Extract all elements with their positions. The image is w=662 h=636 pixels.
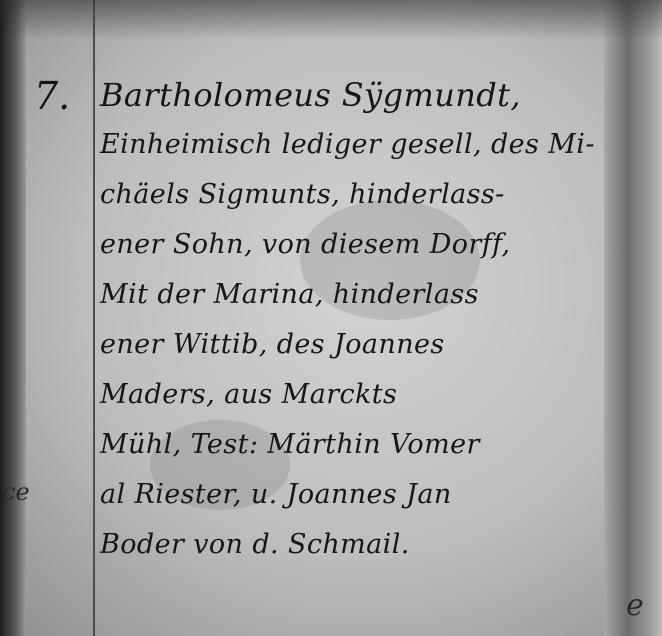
entry-line: ener Sohn, von diesem Dorff, — [100, 229, 511, 260]
entry-line: Mühl, Test: Märthin Vomer — [100, 429, 480, 460]
entry-line: al Riester, u. Joannes Jan — [100, 479, 452, 510]
entry-number: 7. — [34, 74, 71, 118]
right-edge-fragment: e — [626, 588, 644, 623]
entry-line: Bartholomeus Sÿgmundt, — [100, 76, 521, 114]
entry-line: Mit der Marina, hinderlass — [100, 279, 479, 310]
marriage-entry-text — [100, 70, 600, 570]
entry-line: ener Wittib, des Joannes — [100, 329, 445, 360]
adjacent-page-edge-right — [604, 0, 662, 636]
margin-rule-line — [93, 0, 95, 636]
entry-line: Maders, aus Marckts — [100, 379, 398, 410]
entry-line: Einheimisch lediger gesell, des Mi- — [100, 129, 595, 160]
left-edge-fragment: ce — [2, 478, 30, 506]
entry-line: chäels Sigmunts, hinderlass- — [100, 179, 505, 210]
adjacent-page-edge-left — [0, 0, 26, 636]
entry-line: Boder von d. Schmail. — [100, 529, 410, 560]
top-shadow — [0, 0, 662, 40]
